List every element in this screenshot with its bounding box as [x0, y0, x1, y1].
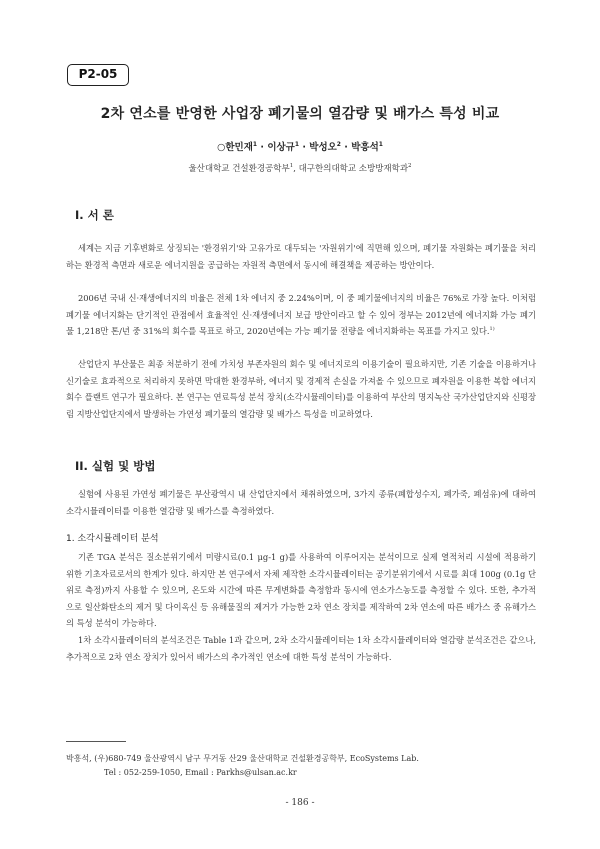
body-paragraph: 2006년 국내 신·재생에너지의 비율은 전체 1차 에너지 중 2.24%이며, 이 중 폐기물에너지의 비율은 76%로 가장 높다. 이처럼 폐기물 에너지화는 단기적인 관점에서 효율적인 신·재생에너지 보급 방안이라고 할 수 있어 정부는 2012년에 에너지화 가능 폐기물 1,218만 톤/년 중 31%의 회수를 목표로 하고, 2020년에는 가능 폐기물 전량을 에너지화하는 목표를 가지고 있다.$^{1)}$ — [66, 293, 536, 337]
author-name: 이상규 — [267, 142, 295, 153]
body-paragraph: 기존 TGA 분석은 질소분위기에서 미량시료(0.1 μg-1 g)를 사용하여 이루어지는 분석이므로 실제 열적처리 시설에 적용하기 위한 기초자료로서의 한계가 있다. 하지만 본 연구에서 자체 제작한 소각시뮬레이터는 공기분위기에서 시료를 최대 100g (0.1g 단위로 측정)까지 사용할 수 있으며, 온도와 시간에 따른 무게변화를 측정함과 동시에 연소가스농도를 측정할 수 있다. 또한, 추가적으로 일산화탄소의 제거 및 다이옥신 등 유해물질의 제거가 가능한 2차 연소 장치를 제작하여 2차 연소에 따른 배가스 중 유해가스의 특성 분석이 가능하다. — [66, 552, 536, 629]
affiliation-separator: , — [293, 164, 299, 174]
subsection-heading: 1. 소각시뮬레이터 분석 — [66, 534, 159, 544]
body-paragraph: 세계는 지금 기후변화로 상징되는 '환경위기'와 고유가로 대두되는 '자원위기'에 직면해 있으며, 폐기물 자원화는 폐기물을 처리하는 환경적 측면과 새로운 에너지원을 공급하는 자원적 측면에서 동시에 해결책을 제공하는 방안이다. — [66, 243, 536, 270]
author-name: ○한민재 — [217, 142, 253, 153]
author-affil-mark: 1 — [252, 140, 258, 148]
section-heading-introduction: I. 서 론 — [75, 208, 114, 222]
author-affil-mark: 1 — [378, 140, 383, 148]
affiliation-mark: 2 — [408, 163, 412, 170]
reference-mark: 1) — [489, 326, 495, 333]
footnote-address: 박흥석, (우)680-749 울산광역시 남구 무거동 산29 울산대학교 건설환경공학부, EcoSystems Lab. — [66, 754, 419, 763]
author-affil-mark: 1 — [294, 140, 300, 148]
corresponding-author-footnote — [66, 752, 419, 779]
page-number: - 186 - — [285, 798, 315, 808]
author-separator: · — [299, 142, 310, 153]
body-paragraph: 1차 소각시뮬레이터의 분석조건은 Table 1과 같으며, 2차 소각시뮬레이터는 1차 소각시뮬레이터와 열감량 분석조건은 같으나, 추가적으로 2차 연소 장치가 있어서 배가스의 추가적인 연소에 대한 특성 분석이 가능하다. — [66, 635, 536, 662]
affiliation-name: 대구한의대학교 소방방재학과 — [298, 164, 409, 174]
body-paragraph: 실험에 사용된 가연성 폐기물은 부산광역시 내 산업단지에서 채취하였으며, 3가지 종류(폐합성수지, 폐가죽, 폐섬유)에 대하여 소각시뮬레이터를 이용한 열감량 및 배가스를 측정하였다. — [66, 489, 536, 516]
footnote-contact: Tel : 052-259-1050, Email : Parkhs@ulsan.ac.kr — [104, 767, 297, 777]
author-name: 박흥석 — [351, 142, 379, 153]
presentation-code-badge: P2-05 — [67, 64, 129, 86]
affiliation-mark: 1 — [289, 163, 294, 170]
author-affil-mark: 2 — [336, 140, 341, 148]
author-list — [40, 139, 560, 153]
affiliation-name: 울산대학교 건설환경공학부 — [188, 164, 290, 174]
affiliation-list — [40, 162, 560, 174]
author-name: 박성오 — [309, 142, 337, 153]
footnote-divider — [66, 741, 126, 742]
author-separator: · — [257, 142, 268, 153]
section-heading-methods: II. 실험 및 방법 — [75, 459, 156, 473]
paper-title: 2차 연소를 반영한 사업장 폐기물의 열감량 및 배가스 특성 비교 — [100, 106, 500, 122]
body-paragraph: 산업단지 부산물은 최종 처분하기 전에 가치성 부존자원의 회수 및 에너지로의 이용기술이 필요하지만, 기존 기술을 이용하거나 신기술로 효과적으로 처리하지 못하면 막대한 환경부하, 에너지 및 경제적 손실을 가져올 수 있으므로 폐자원을 이용한 복합 에너지 회수 플랜트 연구가 필요하다. 본 연구는 연료특성 분석 장치(소각시뮬레이터)를 이용하여 부산의 명지녹산 국가산업단지와 신평장림 지방산업단지에서 발생하는 가연성 폐기물의 열감량 및 배가스 특성을 비교하였다. — [66, 359, 536, 419]
author-separator: · — [340, 142, 352, 153]
